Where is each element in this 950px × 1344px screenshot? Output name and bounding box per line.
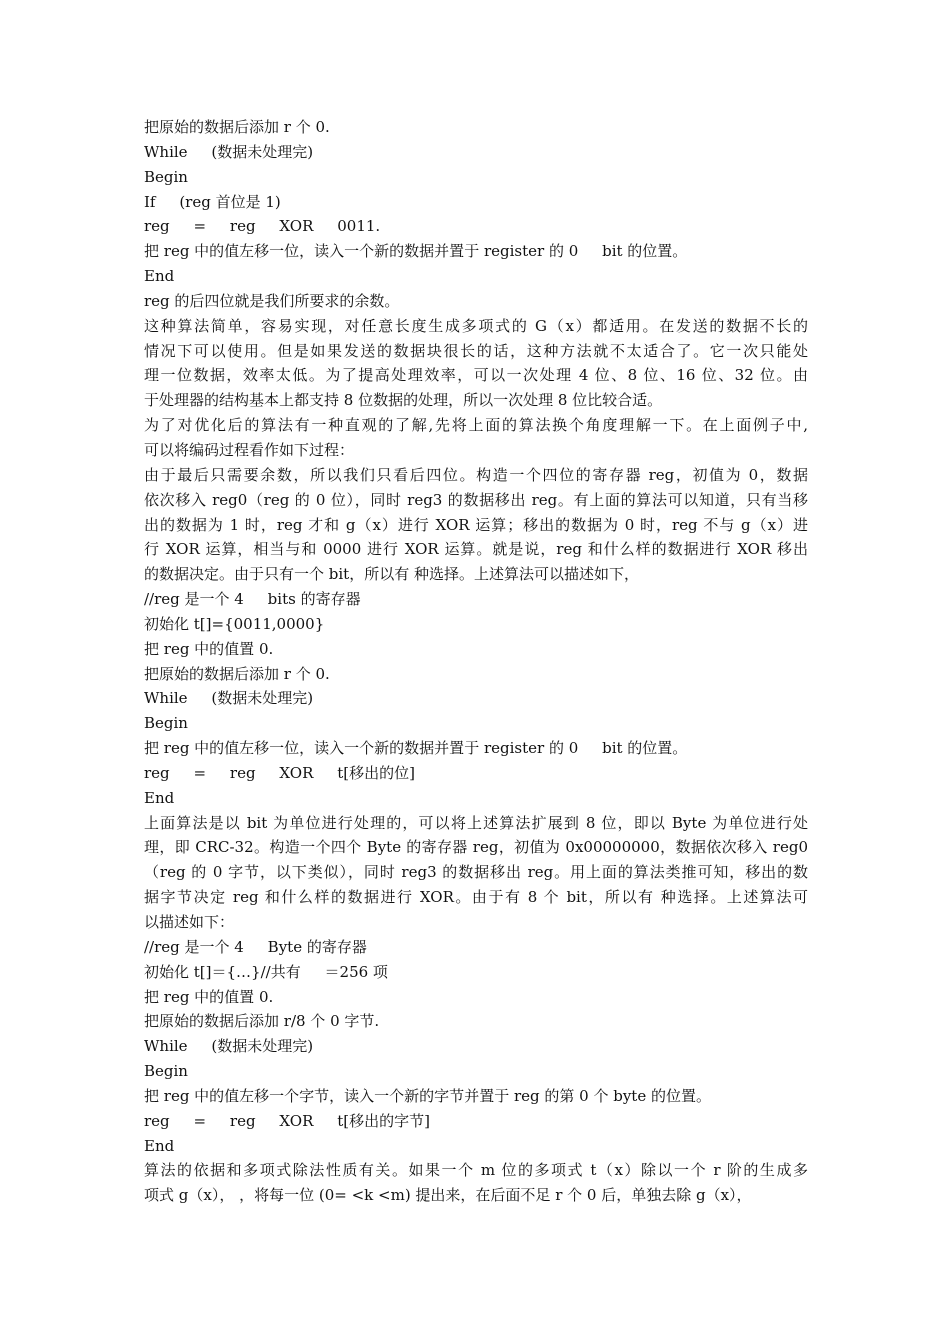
text-line: reg 的后四位就是我们所要求的余数。	[144, 291, 400, 310]
text-line: 把 reg 中的值左移一位，读入一个新的数据并置于 register 的 0 bit 的位置。	[144, 739, 688, 758]
paragraph-line: 于处理器的结构基本上都支持 8 位数据的处理，所以一次处理 8 位比较合适。	[144, 391, 663, 410]
paragraph-line: 由于最后只需要余数，所以我们只看后四位。构造一个四位的寄存器 reg，初值为 0，数据	[144, 465, 808, 484]
paragraph-line: 据字节决定 reg 和什么样的数据进行 XOR。由于有 8 个 bit，所以有 种选择。上述算法可	[144, 888, 808, 907]
paragraph-line: 算法的依据和多项式除法性质有关。如果一个 m 位的多项式 t（x）除以一个 r 阶的生成多	[144, 1161, 808, 1180]
paragraph	[144, 314, 808, 413]
paragraph-line: 的数据决定。由于只有一个 bit，所以有 种选择。上述算法可以描述如下，	[144, 565, 639, 584]
text-line: Begin	[144, 167, 188, 186]
text-line: End	[144, 267, 175, 286]
paragraph	[144, 1158, 808, 1208]
paragraph-line: 可以将编码过程看作如下过程：	[144, 440, 355, 459]
paragraph-line: （reg 的 0 字节，以下类似），同时 reg3 的数据移出 reg。用上面的算法类推可知，移出的数	[144, 863, 808, 882]
paragraph-line: 理，即 CRC-32。构造一个四个 Byte 的寄存器 reg，初值为 0x00000000，数据依次移入 reg0	[144, 838, 808, 857]
paragraph	[144, 463, 808, 587]
paragraph-line: 为了对优化后的算法有一种直观的了解,先将上面的算法换个角度理解一下。在上面例子中,	[144, 416, 808, 435]
text-line: 把原始的数据后添加 r/8 个 0 字节.	[144, 1012, 380, 1031]
text-line: reg = reg XOR 0011.	[144, 217, 381, 236]
paragraph-line: 上面算法是以 bit 为单位进行处理的，可以将上述算法扩展到 8 位，即以 Byte 为单位进行处	[144, 813, 808, 832]
paragraph-line: 理一位数据，效率太低。为了提高处理效率，可以一次处理 4 位、8 位、16 位、32 位。由	[144, 366, 808, 385]
text-line: While (数据未处理完)	[144, 689, 314, 708]
text-line: Begin	[144, 714, 188, 733]
paragraph-line: 情况下可以使用。但是如果发送的数据块很长的话，这种方法就不太适合了。它一次只能处	[144, 341, 808, 360]
paragraph-line: 项式 g（x）， ，将每一位 (0= <k <m) 提出来，在后面不足 r 个 0 后，单独去除 g（x），	[144, 1186, 752, 1205]
text-line: While (数据未处理完)	[144, 142, 314, 161]
text-line: 把 reg 中的值置 0.	[144, 987, 274, 1006]
text-line: //reg 是一个 4 Byte 的寄存器	[144, 937, 367, 956]
text-line: 把 reg 中的值左移一位，读入一个新的数据并置于 register 的 0 bit 的位置。	[144, 242, 688, 261]
text-line: 把原始的数据后添加 r 个 0.	[144, 664, 330, 683]
paragraph	[144, 413, 808, 463]
text-line: 初始化 t[]＝{…}//共有 ＝256 项	[144, 962, 388, 981]
text-line: 把 reg 中的值左移一个字节，读入一个新的字节并置于 reg 的第 0 个 byte 的位置。	[144, 1086, 711, 1105]
text-line: End	[144, 788, 175, 807]
text-line: //reg 是一个 4 bits 的寄存器	[144, 590, 361, 609]
paragraph-line: 行 XOR 运算，相当与和 0000 进行 XOR 运算。就是说，reg 和什么样的数据进行 XOR 移出	[144, 540, 808, 559]
text-line: 把原始的数据后添加 r 个 0.	[144, 118, 330, 136]
text-line: If (reg 首位是 1)	[144, 192, 281, 211]
paragraph-line: 以描述如下：	[144, 913, 235, 931]
text-line: 初始化 t[]={0011,0000}	[144, 614, 325, 633]
text-line: reg = reg XOR t[移出的位]	[144, 763, 415, 782]
text-line: Begin	[144, 1062, 188, 1081]
paragraph-line: 出的数据为 1 时，reg 才和 g（x）进行 XOR 运算；移出的数据为 0 时，reg 不与 g（x）进	[144, 515, 808, 534]
paragraph-line: 这种算法简单，容易实现，对任意长度生成多项式的 G（x）都适用。在发送的数据不长的	[144, 316, 808, 335]
text-line: End	[144, 1136, 175, 1155]
paragraph-line: 依次移入 reg0（reg 的 0 位），同时 reg3 的数据移出 reg。有上面的算法可以知道，只有当移	[144, 490, 808, 509]
text-line: reg = reg XOR t[移出的字节]	[144, 1111, 430, 1130]
text-line: While (数据未处理完)	[144, 1037, 314, 1056]
text-line: 把 reg 中的值置 0.	[144, 639, 274, 658]
document-page	[144, 115, 808, 1208]
paragraph	[144, 811, 808, 935]
